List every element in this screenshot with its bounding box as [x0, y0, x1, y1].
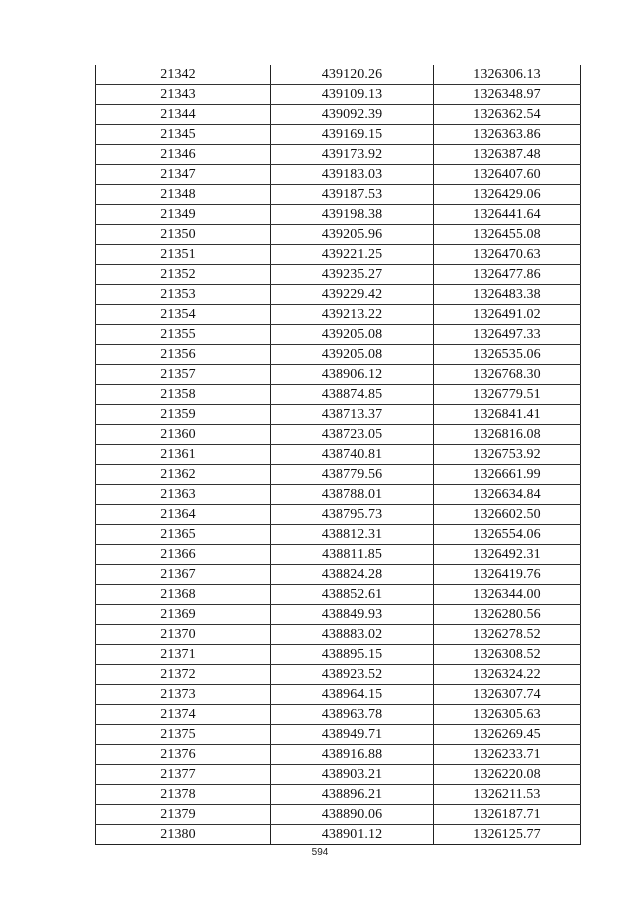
x-coordinate-cell: 439183.03: [271, 165, 434, 185]
x-coordinate-cell: 439173.92: [271, 145, 434, 165]
x-coordinate-cell: 438896.21: [271, 785, 434, 805]
y-coordinate-cell: 1326280.56: [434, 605, 581, 625]
y-coordinate-cell: 1326269.45: [434, 725, 581, 745]
point-number-cell: 21352: [96, 265, 271, 285]
point-number-cell: 21353: [96, 285, 271, 305]
table-row: [96, 365, 581, 385]
table-row: [96, 405, 581, 425]
table-row: [96, 185, 581, 205]
y-coordinate-cell: 1326535.06: [434, 345, 581, 365]
y-coordinate-cell: 1326441.64: [434, 205, 581, 225]
x-coordinate-cell: 438824.28: [271, 565, 434, 585]
point-number-cell: 21364: [96, 505, 271, 525]
x-coordinate-cell: 438906.12: [271, 365, 434, 385]
y-coordinate-cell: 1326233.71: [434, 745, 581, 765]
x-coordinate-cell: 439221.25: [271, 245, 434, 265]
table-row: [96, 785, 581, 805]
point-number-cell: 21350: [96, 225, 271, 245]
table-row: [96, 165, 581, 185]
x-coordinate-cell: 438916.88: [271, 745, 434, 765]
point-number-cell: 21354: [96, 305, 271, 325]
y-coordinate-cell: 1326278.52: [434, 625, 581, 645]
y-coordinate-cell: 1326307.74: [434, 685, 581, 705]
x-coordinate-cell: 439205.96: [271, 225, 434, 245]
x-coordinate-cell: 439092.39: [271, 105, 434, 125]
table-row: [96, 705, 581, 725]
x-coordinate-cell: 438852.61: [271, 585, 434, 605]
x-coordinate-cell: 438811.85: [271, 545, 434, 565]
table-row: [96, 265, 581, 285]
x-coordinate-cell: 438883.02: [271, 625, 434, 645]
x-coordinate-cell: 438713.37: [271, 405, 434, 425]
y-coordinate-cell: 1326602.50: [434, 505, 581, 525]
point-number-cell: 21367: [96, 565, 271, 585]
point-number-cell: 21369: [96, 605, 271, 625]
x-coordinate-cell: 438923.52: [271, 665, 434, 685]
point-number-cell: 21372: [96, 665, 271, 685]
table-row: [96, 505, 581, 525]
point-number-cell: 21374: [96, 705, 271, 725]
table-row: [96, 645, 581, 665]
table-row: [96, 305, 581, 325]
point-number-cell: 21378: [96, 785, 271, 805]
table-row: [96, 145, 581, 165]
table-row: [96, 725, 581, 745]
y-coordinate-cell: 1326187.71: [434, 805, 581, 825]
coordinates-table: [95, 65, 581, 845]
table-row: [96, 685, 581, 705]
y-coordinate-cell: 1326363.86: [434, 125, 581, 145]
x-coordinate-cell: 438788.01: [271, 485, 434, 505]
y-coordinate-cell: 1326753.92: [434, 445, 581, 465]
y-coordinate-cell: 1326125.77: [434, 825, 581, 845]
table-row: [96, 325, 581, 345]
point-number-cell: 21357: [96, 365, 271, 385]
table-row: [96, 205, 581, 225]
x-coordinate-cell: 438895.15: [271, 645, 434, 665]
x-coordinate-cell: 438949.71: [271, 725, 434, 745]
y-coordinate-cell: 1326554.06: [434, 525, 581, 545]
table-row: [96, 85, 581, 105]
y-coordinate-cell: 1326211.53: [434, 785, 581, 805]
table-row: [96, 445, 581, 465]
y-coordinate-cell: 1326344.00: [434, 585, 581, 605]
x-coordinate-cell: 439205.08: [271, 345, 434, 365]
y-coordinate-cell: 1326661.99: [434, 465, 581, 485]
x-coordinate-cell: 438903.21: [271, 765, 434, 785]
x-coordinate-cell: 438795.73: [271, 505, 434, 525]
point-number-cell: 21348: [96, 185, 271, 205]
y-coordinate-cell: 1326483.38: [434, 285, 581, 305]
y-coordinate-cell: 1326308.52: [434, 645, 581, 665]
y-coordinate-cell: 1326768.30: [434, 365, 581, 385]
point-number-cell: 21359: [96, 405, 271, 425]
x-coordinate-cell: 439235.27: [271, 265, 434, 285]
table-row: [96, 105, 581, 125]
point-number-cell: 21368: [96, 585, 271, 605]
x-coordinate-cell: 438874.85: [271, 385, 434, 405]
point-number-cell: 21370: [96, 625, 271, 645]
table-row: [96, 805, 581, 825]
y-coordinate-cell: 1326470.63: [434, 245, 581, 265]
x-coordinate-cell: 438779.56: [271, 465, 434, 485]
x-coordinate-cell: 439229.42: [271, 285, 434, 305]
table-row: [96, 285, 581, 305]
y-coordinate-cell: 1326634.84: [434, 485, 581, 505]
y-coordinate-cell: 1326306.13: [434, 65, 581, 85]
point-number-cell: 21351: [96, 245, 271, 265]
point-number-cell: 21373: [96, 685, 271, 705]
x-coordinate-cell: 439205.08: [271, 325, 434, 345]
point-number-cell: 21362: [96, 465, 271, 485]
table-row: [96, 605, 581, 625]
table-row: [96, 125, 581, 145]
y-coordinate-cell: 1326348.97: [434, 85, 581, 105]
table-row: [96, 485, 581, 505]
x-coordinate-cell: 438964.15: [271, 685, 434, 705]
point-number-cell: 21363: [96, 485, 271, 505]
y-coordinate-cell: 1326429.06: [434, 185, 581, 205]
point-number-cell: 21361: [96, 445, 271, 465]
x-coordinate-cell: 439169.15: [271, 125, 434, 145]
y-coordinate-cell: 1326477.86: [434, 265, 581, 285]
point-number-cell: 21376: [96, 745, 271, 765]
point-number-cell: 21358: [96, 385, 271, 405]
table-row: [96, 665, 581, 685]
page-number: 594: [311, 847, 329, 858]
point-number-cell: 21346: [96, 145, 271, 165]
x-coordinate-cell: 439187.53: [271, 185, 434, 205]
point-number-cell: 21342: [96, 65, 271, 85]
y-coordinate-cell: 1326324.22: [434, 665, 581, 685]
table-row: [96, 65, 581, 85]
x-coordinate-cell: 439120.26: [271, 65, 434, 85]
y-coordinate-cell: 1326491.02: [434, 305, 581, 325]
table-row: [96, 525, 581, 545]
x-coordinate-cell: 439213.22: [271, 305, 434, 325]
x-coordinate-cell: 439198.38: [271, 205, 434, 225]
y-coordinate-cell: 1326362.54: [434, 105, 581, 125]
table-row: [96, 765, 581, 785]
table-row: [96, 585, 581, 605]
point-number-cell: 21377: [96, 765, 271, 785]
y-coordinate-cell: 1326497.33: [434, 325, 581, 345]
point-number-cell: 21343: [96, 85, 271, 105]
x-coordinate-cell: 438849.93: [271, 605, 434, 625]
table-row: [96, 345, 581, 365]
point-number-cell: 21356: [96, 345, 271, 365]
table-row: [96, 385, 581, 405]
y-coordinate-cell: 1326387.48: [434, 145, 581, 165]
point-number-cell: 21366: [96, 545, 271, 565]
table-row: [96, 825, 581, 845]
y-coordinate-cell: 1326220.08: [434, 765, 581, 785]
point-number-cell: 21365: [96, 525, 271, 545]
y-coordinate-cell: 1326841.41: [434, 405, 581, 425]
table-row: [96, 745, 581, 765]
point-number-cell: 21360: [96, 425, 271, 445]
point-number-cell: 21349: [96, 205, 271, 225]
point-number-cell: 21344: [96, 105, 271, 125]
table-row: [96, 465, 581, 485]
y-coordinate-cell: 1326492.31: [434, 545, 581, 565]
point-number-cell: 21375: [96, 725, 271, 745]
y-coordinate-cell: 1326419.76: [434, 565, 581, 585]
x-coordinate-cell: 438963.78: [271, 705, 434, 725]
y-coordinate-cell: 1326305.63: [434, 705, 581, 725]
y-coordinate-cell: 1326407.60: [434, 165, 581, 185]
point-number-cell: 21345: [96, 125, 271, 145]
point-number-cell: 21380: [96, 825, 271, 845]
table-row: [96, 625, 581, 645]
y-coordinate-cell: 1326455.08: [434, 225, 581, 245]
point-number-cell: 21371: [96, 645, 271, 665]
table-row: [96, 425, 581, 445]
x-coordinate-cell: 438740.81: [271, 445, 434, 465]
table-row: [96, 225, 581, 245]
coordinates-table-body: [96, 65, 581, 845]
point-number-cell: 21347: [96, 165, 271, 185]
x-coordinate-cell: 438812.31: [271, 525, 434, 545]
y-coordinate-cell: 1326779.51: [434, 385, 581, 405]
table-row: [96, 565, 581, 585]
table-row: [96, 245, 581, 265]
x-coordinate-cell: 438890.06: [271, 805, 434, 825]
point-number-cell: 21355: [96, 325, 271, 345]
x-coordinate-cell: 439109.13: [271, 85, 434, 105]
table-row: [96, 545, 581, 565]
point-number-cell: 21379: [96, 805, 271, 825]
y-coordinate-cell: 1326816.08: [434, 425, 581, 445]
x-coordinate-cell: 438723.05: [271, 425, 434, 445]
x-coordinate-cell: 438901.12: [271, 825, 434, 845]
